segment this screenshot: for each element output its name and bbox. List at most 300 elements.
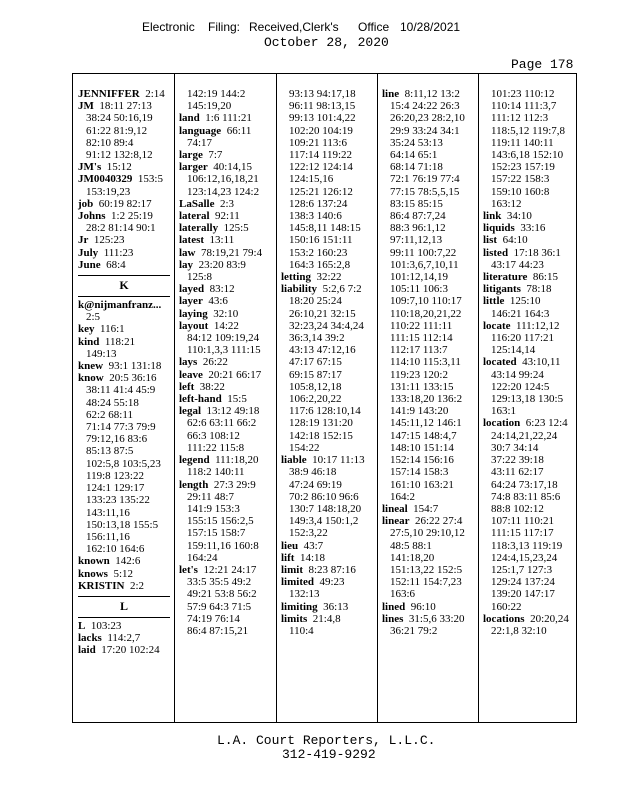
page-line-refs: 160:22 [491, 600, 522, 613]
page-line-refs: 88:8 102:12 [491, 502, 544, 515]
page-line-refs: 152:3,22 [289, 527, 328, 540]
index-entry [483, 271, 575, 283]
index-continuation [483, 601, 575, 613]
index-continuation [483, 88, 575, 100]
index-continuation [382, 527, 474, 539]
page-line-refs: 31:5,6 33:20 [408, 612, 465, 625]
page-line-refs: 99:11 100:7,22 [390, 246, 457, 259]
index-entry [179, 125, 271, 137]
index-continuation [483, 100, 575, 112]
index-entry [78, 323, 170, 335]
index-continuation [281, 125, 373, 137]
index-entry [179, 479, 271, 491]
page-line-refs: 129:24 137:24 [491, 576, 555, 589]
page-line-refs: 157:22 158:3 [491, 173, 550, 186]
page-line-refs: 38:9 46:18 [289, 466, 337, 479]
index-continuation [179, 466, 271, 478]
index-continuation [382, 210, 474, 222]
index-entry [179, 247, 271, 259]
index-continuation [78, 149, 170, 161]
page-line-refs: 26:10,21 32:15 [289, 307, 356, 320]
index-entry [78, 100, 170, 112]
index-continuation [483, 405, 575, 417]
index-word: JM0040329 [78, 173, 133, 186]
index-entry [382, 613, 474, 625]
index-entry [78, 360, 170, 372]
page-line-refs: 106:2,20,22 [289, 393, 342, 406]
index-continuation [78, 348, 170, 360]
index-continuation [382, 247, 474, 259]
page-line-refs: 159:10 160:8 [491, 185, 550, 198]
index-word: laid [78, 644, 96, 657]
index-entry [382, 88, 474, 100]
page-line-refs: 20:5 36:16 [109, 372, 157, 385]
index-entry [179, 161, 271, 173]
page-line-refs: 29:9 33:24 34:1 [390, 124, 460, 137]
page-line-refs: 38:24 50:16,19 [86, 112, 153, 125]
footer-phone: 312-419-9292 [282, 747, 376, 762]
index-continuation [382, 234, 474, 246]
index-continuation [382, 417, 474, 429]
page-line-refs: 112:17 113:7 [390, 344, 448, 357]
page-line-refs: 129:13,18 130:5 [491, 393, 564, 406]
index-continuation [179, 100, 271, 112]
index-entry [483, 320, 575, 332]
index-continuation [483, 454, 575, 466]
index-entry [78, 568, 170, 580]
page-line-refs: 154:7 [413, 502, 439, 515]
page-line-refs: 36:3,14 39:2 [289, 332, 345, 345]
index-word: key [78, 323, 95, 336]
index-word: laterally [179, 222, 219, 235]
column-divider [276, 74, 277, 722]
page-line-refs: 34:10 [506, 210, 532, 223]
index-column-2 [179, 88, 271, 637]
page-line-refs: 18:11 27:13 [99, 100, 152, 113]
page-line-refs: 48:5 88:1 [390, 539, 432, 552]
index-word: left-hand [179, 393, 222, 406]
page-line-refs: 142:19 144:2 [187, 88, 246, 100]
index-continuation [483, 125, 575, 137]
index-continuation [281, 381, 373, 393]
page-line-refs: 26:22 [202, 356, 228, 369]
page-line-refs: 111:12,12 [515, 319, 560, 332]
page-line-refs: 57:9 64:3 71:5 [187, 600, 252, 613]
page-line-refs: 110:14 111:3,7 [491, 100, 557, 113]
page-line-refs: 93:13 94:17,18 [289, 88, 356, 100]
index-entry [179, 320, 271, 332]
index-continuation [382, 149, 474, 161]
index-word: k@nijmanfranz... [78, 299, 162, 312]
page-line-refs: 125:21 126:12 [289, 185, 353, 198]
index-entry [483, 613, 575, 625]
index-entry [179, 222, 271, 234]
page-line-refs: 153:19,23 [86, 185, 131, 198]
index-continuation [179, 442, 271, 454]
index-entry [78, 198, 170, 210]
section-rule [78, 275, 170, 276]
page-line-refs: 2:3 [219, 197, 235, 210]
index-continuation [382, 466, 474, 478]
index-continuation [78, 112, 170, 124]
page-line-refs: 111:23 [103, 246, 134, 259]
page-line-refs: 102:20 104:19 [289, 124, 353, 137]
index-continuation [281, 515, 373, 527]
index-word: larger [179, 161, 208, 174]
page-line-refs: 105:8,12,18 [289, 380, 342, 393]
page-line-refs: 125:10 [509, 295, 541, 308]
index-continuation [281, 149, 373, 161]
index-continuation [281, 112, 373, 124]
page-line-refs: 72:1 76:19 77:4 [390, 173, 460, 186]
index-entry [78, 247, 170, 259]
index-word: limit [281, 563, 303, 576]
page-line-refs: 78:19,21 79:4 [201, 246, 263, 259]
index-word: linear [382, 515, 410, 528]
page-line-refs: 125:1,7 127:3 [491, 563, 553, 576]
letter-section-header [78, 273, 170, 299]
index-continuation [281, 442, 373, 454]
index-continuation [281, 186, 373, 198]
page-line-refs: 49:21 53:8 56:2 [187, 588, 257, 601]
page-line-refs: 132:13 [289, 588, 320, 601]
index-word: job [78, 197, 94, 210]
column-divider [174, 74, 175, 722]
page-line-refs: 141:9 143:20 [390, 405, 449, 418]
page-line-refs: 111:18,20 [215, 454, 259, 467]
index-continuation [483, 173, 575, 185]
page-line-refs: 128:19 131:20 [289, 417, 353, 430]
index-continuation [382, 588, 474, 600]
page-line-refs: 43:10,11 [522, 356, 561, 369]
index-continuation [179, 540, 271, 552]
page-line-refs: 13:11 [209, 234, 235, 247]
index-continuation [382, 344, 474, 356]
index-word: KRISTIN [78, 579, 125, 592]
page-line-refs: 156:11,16 [86, 530, 130, 543]
index-continuation [483, 332, 575, 344]
index-continuation [179, 588, 271, 600]
index-entry [281, 283, 373, 295]
index-continuation [78, 519, 170, 531]
page-line-refs: 149:3,4 150:1,2 [289, 515, 359, 528]
index-continuation [483, 198, 575, 210]
index-entry [78, 210, 170, 222]
index-continuation [78, 494, 170, 506]
index-continuation [179, 344, 271, 356]
page-line-refs: 152:23 157:19 [491, 161, 555, 174]
index-continuation [483, 466, 575, 478]
index-frame [72, 73, 577, 723]
index-continuation [78, 482, 170, 494]
page-line-refs: 99:13 101:4,22 [289, 112, 356, 125]
page-line-refs: 164:3 165:2,8 [289, 258, 351, 271]
index-word: Jr [78, 234, 89, 247]
index-continuation [382, 442, 474, 454]
index-word: lay [179, 258, 194, 271]
page-line-refs: 14:18 [299, 551, 326, 564]
index-word: laying [179, 307, 208, 320]
column-divider [377, 74, 378, 722]
page-line-refs: 133:18,20 136:2 [390, 393, 463, 406]
page-line-refs: 2:2 [129, 579, 145, 592]
index-continuation [281, 88, 373, 100]
page-line-refs: 125:23 [93, 234, 125, 247]
page-line-refs: 102:5,8 103:5,23 [86, 457, 161, 470]
index-continuation [382, 454, 474, 466]
index-entry [382, 503, 474, 515]
page-line-refs: 43:7 [303, 539, 324, 552]
index-continuation [281, 369, 373, 381]
index-word: liable [281, 454, 307, 467]
page-line-refs: 119:11 140:11 [491, 136, 554, 149]
header-received: Received,Clerk's [249, 20, 339, 34]
index-entry [483, 295, 575, 307]
index-continuation [281, 344, 373, 356]
index-word: lines [382, 612, 404, 625]
page-line-refs: 17:20 102:24 [101, 644, 160, 657]
index-continuation [179, 88, 271, 100]
page-line-refs: 6:23 12:4 [525, 417, 568, 430]
page-line-refs: 43:13 47:12,16 [289, 344, 356, 357]
page-line-refs: 125:8 [187, 271, 213, 284]
page-line-refs: 163:1 [491, 405, 517, 418]
index-continuation [281, 173, 373, 185]
page-line-refs: 111:15 112:14 [390, 332, 453, 345]
index-continuation [179, 613, 271, 625]
index-continuation [78, 470, 170, 482]
index-continuation [382, 259, 474, 271]
index-continuation [483, 588, 575, 600]
page-line-refs: 116:1 [100, 323, 125, 336]
index-continuation [382, 576, 474, 588]
page-line-refs: 130:7 148:18,20 [289, 502, 362, 515]
index-entry [179, 198, 271, 210]
page-line-refs: 64:14 65:1 [390, 149, 438, 162]
index-word: JENNIFFER [78, 88, 140, 100]
index-continuation [382, 320, 474, 332]
index-continuation [382, 552, 474, 564]
index-continuation [483, 259, 575, 271]
index-continuation [281, 430, 373, 442]
page-line-refs: 36:21 79:2 [390, 624, 438, 637]
index-word: limiting [281, 600, 318, 613]
page-line-refs: 10:17 11:13 [312, 454, 365, 467]
page-line-refs: 116:20 117:21 [491, 332, 555, 345]
index-word: length [179, 478, 209, 491]
index-continuation [483, 625, 575, 637]
index-entry [483, 247, 575, 259]
page-line-refs: 110:1,3,3 111:15 [187, 344, 261, 357]
page-line-refs: 109:7,10 110:17 [390, 295, 462, 308]
index-continuation [483, 344, 575, 356]
page-line-refs: 24:14,21,22,24 [491, 429, 558, 442]
page-line-refs: 143:11,16 [86, 506, 130, 519]
page-line-refs: 43:14 99:24 [491, 368, 544, 381]
page-line-refs: 28:2 81:14 90:1 [86, 222, 156, 235]
page-line-refs: 141:9 153:3 [187, 502, 240, 515]
page-line-refs: 8:11,12 13:2 [404, 88, 460, 100]
page-line-refs: 83:12 [209, 283, 235, 296]
page-line-refs: 1:6 111:21 [205, 112, 252, 125]
index-continuation [483, 442, 575, 454]
index-entry [382, 515, 474, 527]
page-line-refs: 88:3 96:1,12 [390, 222, 446, 235]
page-line-refs: 71:14 77:3 79:9 [86, 421, 156, 434]
page-line-refs: 66:11 [226, 124, 252, 137]
page-line-refs: 122:12 124:14 [289, 161, 353, 174]
page-line-refs: 29:11 48:7 [187, 490, 234, 503]
section-rule [78, 596, 170, 597]
index-continuation [281, 405, 373, 417]
index-entry [179, 295, 271, 307]
index-continuation [382, 393, 474, 405]
page-line-refs: 163:6 [390, 588, 416, 601]
index-word: layer [179, 295, 203, 308]
index-word: lays [179, 356, 198, 369]
index-continuation [382, 381, 474, 393]
index-word: listed [483, 246, 509, 259]
index-entry [179, 369, 271, 381]
page-line-refs: 101:3,6,7,10,11 [390, 258, 459, 271]
index-word: lined [382, 600, 406, 613]
index-continuation [78, 222, 170, 234]
index-continuation [281, 393, 373, 405]
index-entry [281, 540, 373, 552]
index-continuation [483, 527, 575, 539]
page-line-refs: 163:12 [491, 197, 522, 210]
index-continuation [281, 503, 373, 515]
page-line-refs: 2:5 [86, 311, 101, 324]
index-entry [483, 283, 575, 295]
page-line-refs: 153:5 [137, 173, 163, 186]
index-entry [483, 210, 575, 222]
index-continuation [483, 393, 575, 405]
page-line-refs: 164:2 [390, 490, 416, 503]
page-line-refs: 147:15 148:4,7 [390, 429, 457, 442]
index-continuation [78, 409, 170, 421]
page-line-refs: 38:22 [199, 380, 225, 393]
index-word: L [78, 619, 86, 632]
index-entry [179, 259, 271, 271]
index-entry [179, 112, 271, 124]
page-line-refs: 161:10 163:21 [390, 478, 454, 491]
index-word: liability [281, 283, 318, 296]
page-line-refs: 40:14,15 [213, 161, 253, 174]
index-continuation [179, 271, 271, 283]
index-continuation [483, 564, 575, 576]
page-line-refs: 138:3 140:6 [289, 210, 342, 223]
index-word: layed [179, 283, 205, 296]
page-line-refs: 15:4 24:22 26:3 [390, 100, 460, 113]
index-continuation [382, 161, 474, 173]
page-line-refs: 74:17 [187, 136, 213, 149]
page-line-refs: 32:10 [213, 307, 239, 320]
index-continuation [78, 507, 170, 519]
index-column-3 [281, 88, 373, 637]
index-column-1 [78, 88, 170, 657]
index-word: law [179, 246, 196, 259]
index-word: lieu [281, 539, 299, 552]
index-continuation [281, 417, 373, 429]
index-word: letting [281, 271, 311, 284]
index-continuation [281, 625, 373, 637]
index-continuation [179, 503, 271, 515]
index-continuation [179, 417, 271, 429]
page-line-refs: 93:1 131:18 [108, 360, 162, 373]
index-word: limited [281, 576, 314, 589]
page-line-refs: 86:4 87:15,21 [187, 624, 249, 637]
page-line-refs: 91:12 132:8,12 [86, 149, 153, 162]
page-line-refs: 15:5 [227, 393, 247, 406]
page-line-refs: 114:2,7 [107, 632, 141, 645]
index-continuation [382, 625, 474, 637]
index-entry [179, 454, 271, 466]
index-continuation [179, 527, 271, 539]
index-word: LaSalle [179, 197, 215, 210]
index-continuation [281, 479, 373, 491]
page-line-refs: 37:22 39:18 [491, 454, 544, 467]
index-continuation [78, 137, 170, 149]
index-continuation [179, 601, 271, 613]
page-line-refs: 143:6,18 152:10 [491, 149, 564, 162]
index-continuation [78, 311, 170, 323]
index-word: lateral [179, 210, 210, 223]
page-line-refs: 62:6 63:11 66:2 [187, 417, 257, 430]
page-line-refs: 124:1 129:17 [86, 482, 145, 495]
index-entry [179, 356, 271, 368]
page-line-refs: 145:8,11 148:15 [289, 222, 361, 235]
index-word: land [179, 112, 200, 125]
page-line-refs: 117:6 128:10,14 [289, 405, 361, 418]
index-entry [78, 620, 170, 632]
page-line-refs: 103:23 [90, 619, 122, 632]
deposition-date: October 28, 2020 [264, 35, 389, 50]
index-continuation [281, 137, 373, 149]
page-line-refs: 20:20,24 [530, 612, 569, 625]
page-line-refs: 22:1,8 32:10 [491, 624, 547, 637]
index-word: knows [78, 567, 108, 580]
index-entry [179, 393, 271, 405]
page-line-refs: 154:22 [289, 441, 320, 454]
index-column-4 [382, 88, 474, 637]
index-word: large [179, 149, 203, 162]
index-continuation [382, 100, 474, 112]
index-word: literature [483, 271, 528, 284]
index-word: lineal [382, 502, 408, 515]
index-entry [281, 613, 373, 625]
page-line-refs: 60:19 82:17 [98, 197, 152, 210]
page-number: Page 178 [511, 57, 574, 72]
index-continuation [179, 173, 271, 185]
index-continuation [382, 430, 474, 442]
index-continuation [281, 100, 373, 112]
index-continuation [281, 356, 373, 368]
index-entry [179, 405, 271, 417]
index-word: little [483, 295, 505, 308]
index-continuation [483, 369, 575, 381]
index-word: language [179, 124, 222, 137]
page-line-refs: 164:24 [187, 551, 218, 564]
index-continuation [78, 397, 170, 409]
index-continuation [382, 295, 474, 307]
index-word: limits [281, 612, 308, 625]
index-word: lacks [78, 632, 102, 645]
column-divider [478, 74, 479, 722]
index-entry [281, 576, 373, 588]
page-line-refs: 149:13 [86, 347, 117, 360]
page-line-refs: 35:24 53:13 [390, 136, 443, 149]
